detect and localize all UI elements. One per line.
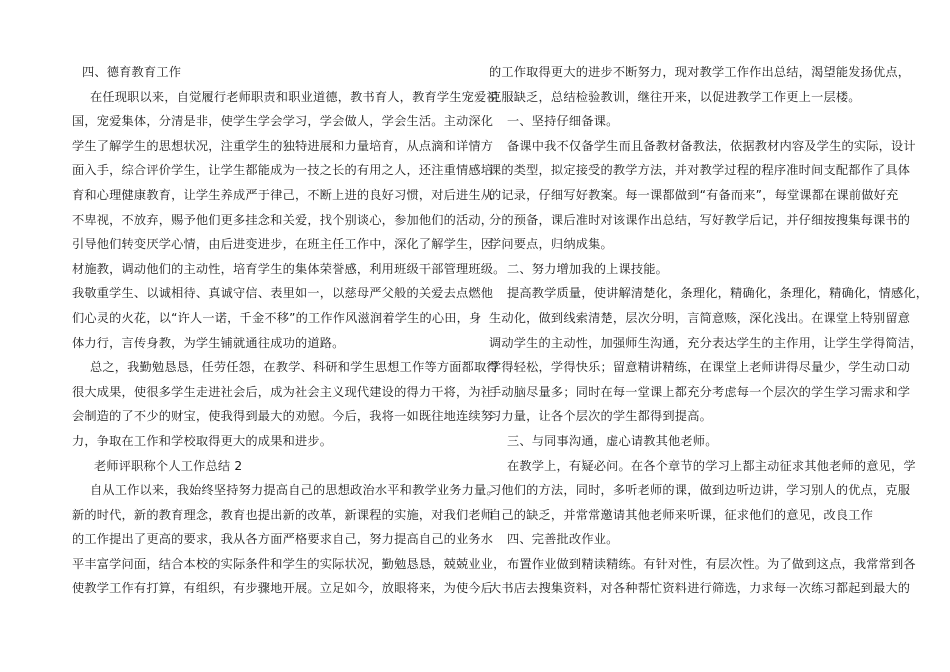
left-text-column bbox=[72, 60, 506, 601]
paragraph-line: 们心灵的火花，以“许人一诺，千金不移”的工作作风滋润着学生的心田，身 bbox=[72, 310, 482, 325]
paragraph-line: 体力行，言传身教，为学生铺就通往成功的道路。 bbox=[72, 335, 345, 350]
paragraph-line: 面入手，综合评价学生，让学生都能成为一技之长的有用之人，还注重情感培 bbox=[72, 163, 494, 178]
paragraph-line: 在任现职以来，自觉履行老师职责和职业道德，教书育人，教育学生宠爱祖 bbox=[90, 89, 499, 104]
paragraph-line: 备课中我不仅备学生而且备教材备教法，依据教材内容及学生的实际，设计 bbox=[507, 138, 916, 153]
paragraph-line: 的记录，仔细写好教案。每一课都做到“有备而来”，每堂课都在课前做好充 bbox=[489, 187, 899, 202]
paragraph-line: 提高教学质量，使讲解清楚化，条理化，精确化，条理化，精确化，情感化， bbox=[507, 286, 929, 301]
paragraph-line: 学得轻松，学得快乐；留意精讲精练，在课堂上老师讲得尽量少，学生动口动 bbox=[489, 360, 911, 375]
section-heading: 四、德育教育工作 bbox=[82, 65, 182, 79]
paragraph-line: 会制造的了不少的财宝，使我得到最大的劝慰。今后，我将一如既往地连续努 bbox=[72, 409, 494, 424]
paragraph-line: 在教学上，有疑必问。在各个章节的学习上都主动征求其他老师的意见，学 bbox=[507, 458, 916, 473]
paragraph-line: 引导他们转变厌学心情，由后进变进步，在班主任工作中，深化了解学生，因 bbox=[72, 237, 494, 252]
paragraph-line: 力，争取在工作和学校取得更大的成果和进步。 bbox=[72, 433, 333, 448]
paragraph-line: 我敬重学生、以诚相待、真诚守信、表里如一，以慈母严父般的关爱去点燃他 bbox=[72, 286, 494, 301]
section-heading: 三、与同事沟通，虚心请教其他老师。 bbox=[507, 433, 718, 448]
right-text-column bbox=[489, 60, 929, 601]
paragraph-line: 平丰富学问面，结合本校的实际条件和学生的实际状况，勤勉恳恳，兢兢业业， bbox=[72, 556, 506, 571]
paragraph-line: 的工作提出了更高的要求，我从各方面严格要求自己，努力提高自己的业务水 bbox=[72, 532, 494, 547]
paragraph-line: 很大成果，使很多学生走进社会后，成为社会主义现代建设的得力干将，为社 bbox=[72, 384, 494, 399]
paragraph-line: 总之，我勤勉恳恳，任劳任怨，在教学、科研和学生思想工作等方面都取得 bbox=[90, 360, 499, 375]
paragraph-line: 手动脑尽量多；同时在每一堂课上都充分考虑每一个层次的学生学习需求和学 bbox=[489, 384, 911, 399]
paragraph-line: 不卑视，不放弃，赐予他们更多挂念和关爱，找个别谈心，参加他们的活动， bbox=[72, 212, 494, 227]
paragraph-line: 调动学生的主动性，加强师生沟通，充分表达学生的主作用，让学生学得简洁， bbox=[489, 335, 923, 350]
paragraph-line: 学生了解学生的思想状况，注重学生的独特进展和力量培育，从点滴和详情方 bbox=[72, 138, 494, 153]
paragraph-line: 国，宠爱集体，分清是非，使学生学会学习，学会做人，学会生活。主动深化 bbox=[72, 114, 494, 129]
paragraph-line: 的工作取得更大的进步不断努力，现对教学工作作出总结，渴望能发扬优点， bbox=[489, 65, 911, 79]
document-subtitle: 老师评职称个人工作总结 2 bbox=[94, 458, 243, 473]
paragraph-line: 新的时代，新的教育理念，教育也提出新的改革，新课程的实施，对我们老师 bbox=[72, 507, 494, 522]
paragraph-line: 习力量，让各个层次的学生都得到提高。 bbox=[489, 409, 712, 424]
paragraph-line: 分的预备，课后准时对该课作出总结，写好教学后记，并仔细按搜集每课书的 bbox=[489, 212, 911, 227]
section-heading: 四、完善批改作业。 bbox=[507, 532, 619, 547]
paragraph-line: 使教学工作有打算，有组织，有步骤地开展。立足如今，放眼将来，为使今后 bbox=[72, 581, 494, 596]
paragraph-line: 育和心理健康教育，让学生养成严于律己，不断上进的良好习惯，对后进生从 bbox=[72, 187, 494, 202]
paragraph-line: 自从工作以来，我始终坚持努力提高自己的思想政治水平和教学业务力量。 bbox=[90, 483, 499, 498]
paragraph-line: 克服缺乏，总结检验教训，继往开来，以促进教学工作更上一层楼。 bbox=[489, 89, 861, 104]
paragraph-line: 学问要点，归纳成集。 bbox=[489, 237, 613, 252]
paragraph-line: 布置作业做到精读精练。有针对性，有层次性。为了做到这点，我常常到各 bbox=[507, 556, 916, 571]
section-heading: 一、坚持仔细备课。 bbox=[507, 114, 619, 129]
paragraph-line: 自己的缺乏，并常常邀请其他老师来听课，征求他们的意见，改良工作 bbox=[489, 507, 874, 522]
paragraph-line: 大书店去搜集资料，对各种帮忙资料进行筛选，力求每一次练习都起到最大的 bbox=[489, 581, 911, 596]
paragraph-line: 习他们的方法，同时，多听老师的课，做到边听边讲，学习别人的优点，克服 bbox=[489, 483, 911, 498]
paragraph-line: 材施教，调动他们的主动性，培育学生的集体荣誉感，利用班级干部管理班级。 bbox=[72, 261, 506, 276]
paragraph-line: 课的类型，拟定接受的教学方法，并对教学过程的程序准时间支配都作了具体 bbox=[489, 163, 911, 178]
paragraph-line: 生动化，做到线索清楚，层次分明，言简意赅，深化浅出。在课堂上特别留意 bbox=[489, 310, 911, 325]
section-heading: 二、努力增加我的上课技能。 bbox=[507, 261, 669, 276]
